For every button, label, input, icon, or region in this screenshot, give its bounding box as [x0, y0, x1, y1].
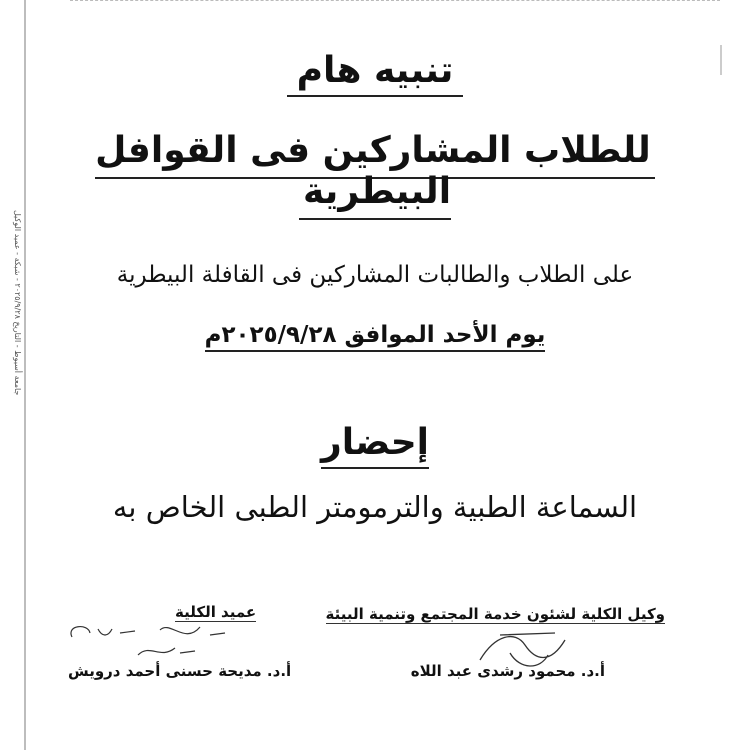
bring-label: إحضار — [40, 422, 710, 463]
required-items: السماعة الطبية والترمومتر الطبى الخاص به — [112, 490, 638, 524]
top-border-line — [70, 0, 720, 3]
vice-dean-signature — [470, 615, 580, 675]
vice-dean-name: أ.د. محمود رشدى عبد اللاه — [410, 662, 605, 680]
notice-line-1: على الطلاب والطالبات المشاركين فى القافلة البيطرية — [116, 262, 634, 288]
right-edge-mark — [720, 45, 722, 75]
vice-dean-title: وكيل الكلية لشئون خدمة المجتمع وتنمية البيئة — [325, 605, 665, 623]
dean-name: أ.د. مديحة حسنى أحمد درويش — [68, 662, 292, 680]
dean-title: عميد الكلية — [175, 603, 257, 621]
notice-line-2-date: يوم الأحد الموافق ٢٠٢٥/٩/٢٨م — [40, 322, 710, 348]
left-margin-line — [24, 0, 26, 750]
margin-note: جامعة أسيوط - التاريخ ٢٠٢٥/٩/٢٨ - شبكة - عميد الوكيل — [13, 210, 22, 396]
notice-subheading: للطلاب المشاركين فى القوافل البيطرية — [40, 130, 710, 212]
notice-heading: تنبيه هام — [40, 50, 710, 91]
dean-signature — [60, 615, 240, 665]
